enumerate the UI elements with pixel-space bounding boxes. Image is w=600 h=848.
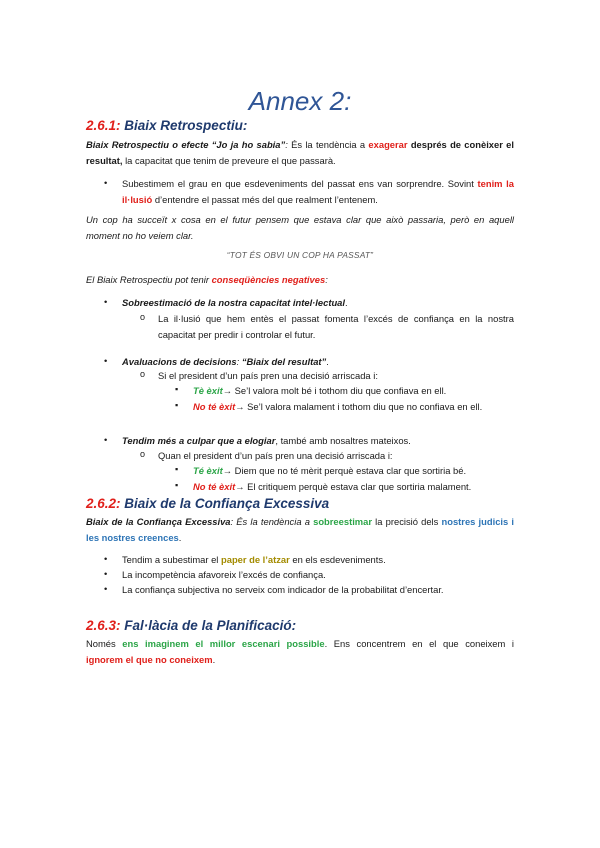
bullet-icon: • [104,568,108,579]
section-title: Fal·làcia de la Planificació: [120,618,297,633]
definition-paragraph: Biaix Retrospectiu o efecte “Jo ja ho sabia”: És la tendència a exagerar després de conèixer el resultat, la capacitat que tenim de preveure el que passarà. [86,139,514,166]
consequence-3-success: Té èxit→ Diem que no té mèrit perquè estava clar que sortiria bé. [193,465,467,476]
square-bullet-icon: ▪ [175,384,179,394]
section-number: 2.6.1: [86,118,121,133]
consequence-2-detail: Si el president d’un país pren una decisió arriscada i: [158,370,378,381]
bullet-item: La incompetència afavoreix l’excés de confiança. [122,569,326,580]
consequence-1: Sobreestimació de la nostra capacitat intel·lectual. [122,297,348,308]
bullet-icon: • [104,583,108,594]
consequence-1-detail: La il·lusió que hem entès el passat fomenta l’excés de confiança en la nostra capacitat per predir i controlar el futur. [158,313,514,340]
bullet-paragraph: Subestimem el grau en que esdeveniments del passat ens van sorprendre. Sovint tenim la il·lusió d’entendre el passat més del que realment l’entenem. [122,178,514,205]
section-heading-2-6-1 [86,118,247,133]
consequence-2-failure: No té èxit→ Se’l valora malament i tothom diu que no confiava en ell. [193,401,483,412]
section-number: 2.6.3: [86,618,121,633]
section-heading-2-6-2 [86,496,329,511]
consequence-3-detail: Quan el president d’un país pren una decisió arriscada i: [158,450,393,461]
planning-fallacy-line-2: ignorem el que no coneixem. [86,654,216,665]
bullet-item: La confiança subjectiva no serveix com indicador de la probabilitat d’encertar. [122,584,444,595]
definition-line-2: les nostres creences. [86,532,182,543]
circle-bullet-icon: o [140,449,146,459]
section-number: 2.6.2: [86,496,121,511]
square-bullet-icon: ▪ [175,480,179,490]
example-paragraph: Un cop ha succeït x cosa en el futur pensem que estava clar que això passaria, però en aquell moment no ho veiem clar. [86,214,514,241]
square-bullet-icon: ▪ [175,464,179,474]
consequence-2: Avaluacions de decisions: “Biaix del resultat”. [122,356,329,367]
circle-bullet-icon: o [140,369,146,379]
quote: “TOT ÉS OBVI UN COP HA PASSAT” [226,250,374,260]
bullet-icon: • [104,296,108,307]
section-title: Biaix de la Confiança Excessiva [120,496,330,511]
bullet-icon: • [104,355,108,366]
section-heading-2-6-3 [86,618,296,633]
consequence-3: Tendim més a culpar que a elogiar, també amb nosaltres mateixos. [122,435,411,446]
circle-bullet-icon: o [140,312,146,322]
section-title: Biaix Retrospectiu: [120,118,248,133]
bullet-icon: • [104,434,108,445]
bullet-icon: • [104,553,108,564]
definition-line-1: Biaix de la Confiança Excessiva: És la tendència a sobreestimar la precisió dels nostres judicis i [86,516,515,527]
bullet-item: Tendim a subestimar el paper de l’atzar en els esdeveniments. [122,554,386,565]
consequence-2-success: Tè èxit→ Se’l valora molt bé i tothom diu que confiava en ell. [193,385,447,396]
bullet-icon: • [104,177,108,188]
consequences-intro: El Biaix Retrospectiu pot tenir conseqüències negatives: [86,274,328,285]
consequence-3-failure: No té èxit→ El critiquem perquè estava clar que sortiria malament. [193,481,472,492]
page-title: Annex 2: [248,86,352,116]
planning-fallacy-line-1: Només ens imaginem el millor escenari possible. Ens concentrem en el que coneixem i [86,638,514,649]
square-bullet-icon: ▪ [175,400,179,410]
